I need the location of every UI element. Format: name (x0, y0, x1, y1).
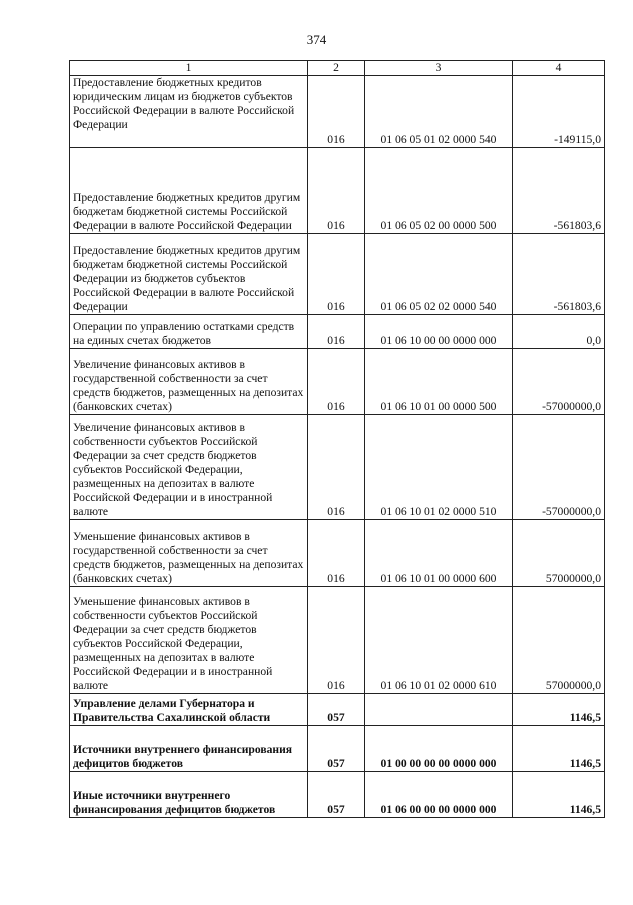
row-classification-code: 01 06 05 02 02 0000 540 (365, 234, 513, 315)
table-row (70, 726, 605, 772)
table-row (70, 349, 605, 415)
row-amount: 1146,5 (513, 772, 605, 818)
row-name: Операции по управлению остатками средств на единых счетах бюджетов (70, 315, 308, 349)
row-classification-code (365, 694, 513, 726)
column-header-2: 2 (308, 61, 365, 76)
row-classification-code: 01 00 00 00 00 0000 000 (365, 726, 513, 772)
row-amount: 1146,5 (513, 694, 605, 726)
row-classification-code: 01 06 10 01 00 0000 600 (365, 520, 513, 587)
row-admin-code: 016 (308, 587, 365, 694)
column-header-1: 1 (70, 61, 308, 76)
row-amount: 57000000,0 (513, 587, 605, 694)
row-name: Увеличение финансовых активов в государственной собственности за счет средств бюджетов, размещенных на депозитах (банковских счетах) (70, 349, 308, 415)
budget-sources-table (69, 60, 605, 818)
row-name: Увеличение финансовых активов в собственности субъектов Российской Федерации за счет средств бюджетов субъектов Российской Федерации, размещенных на депозитах в валюте Российской Федерации и в иностранной валюте (70, 415, 308, 520)
column-header-4: 4 (513, 61, 605, 76)
row-admin-code: 016 (308, 148, 365, 234)
row-amount: 57000000,0 (513, 520, 605, 587)
row-admin-code: 016 (308, 76, 365, 148)
column-header-3: 3 (365, 61, 513, 76)
row-admin-code: 057 (308, 772, 365, 818)
row-amount: 0,0 (513, 315, 605, 349)
table-row (70, 415, 605, 520)
row-admin-code: 016 (308, 234, 365, 315)
row-admin-code: 057 (308, 694, 365, 726)
row-classification-code: 01 06 10 00 00 0000 000 (365, 315, 513, 349)
table-row (70, 772, 605, 818)
row-amount: -57000000,0 (513, 415, 605, 520)
page-number: 374 (306, 32, 327, 47)
table-row (70, 587, 605, 694)
row-name: Иные источники внутреннего финансирования дефицитов бюджетов (70, 772, 308, 818)
row-amount: 1146,5 (513, 726, 605, 772)
row-classification-code: 01 06 05 01 02 0000 540 (365, 76, 513, 148)
table-row (70, 694, 605, 726)
row-classification-code: 01 06 00 00 00 0000 000 (365, 772, 513, 818)
row-classification-code: 01 06 10 01 02 0000 610 (365, 587, 513, 694)
row-admin-code: 016 (308, 349, 365, 415)
row-amount: -561803,6 (513, 234, 605, 315)
table-row (70, 234, 605, 315)
row-classification-code: 01 06 05 02 00 0000 500 (365, 148, 513, 234)
row-name: Предоставление бюджетных кредитов другим бюджетам бюджетной системы Российской Федерации в валюте Российской Федерации (70, 148, 308, 234)
row-amount: -561803,6 (513, 148, 605, 234)
table-header-row (70, 61, 605, 76)
row-name: Уменьшение финансовых активов в собственности субъектов Российской Федерации за счет средств бюджетов субъектов Российской Федерации, размещенных на депозитах в валюте Российской Федерации и в иностранной валюте (70, 587, 308, 694)
row-amount: -57000000,0 (513, 349, 605, 415)
row-admin-code: 016 (308, 315, 365, 349)
row-admin-code: 057 (308, 726, 365, 772)
row-name: Предоставление бюджетных кредитов юридическим лицам из бюджетов субъектов Российской Федерации в валюте Российской Федерации (70, 76, 308, 148)
table-row (70, 76, 605, 148)
table-row (70, 148, 605, 234)
row-admin-code: 016 (308, 520, 365, 587)
row-name: Предоставление бюджетных кредитов другим бюджетам бюджетной системы Российской Федерации из бюджетов субъектов Российской Федерации в валюте Российской Федерации (70, 234, 308, 315)
row-classification-code: 01 06 10 01 02 0000 510 (365, 415, 513, 520)
row-name: Уменьшение финансовых активов в государственной собственности за счет средств бюджетов, размещенных на депозитах (банковских счетах) (70, 520, 308, 587)
row-name: Источники внутреннего финансирования дефицитов бюджетов (70, 726, 308, 772)
row-amount: -149115,0 (513, 76, 605, 148)
table-row (70, 315, 605, 349)
table-row (70, 520, 605, 587)
row-name: Управление делами Губернатора и Правительства Сахалинской области (70, 694, 308, 726)
row-admin-code: 016 (308, 415, 365, 520)
row-classification-code: 01 06 10 01 00 0000 500 (365, 349, 513, 415)
